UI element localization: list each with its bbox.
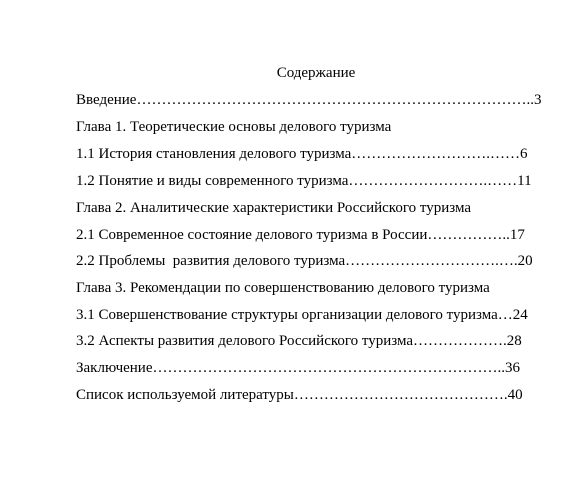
toc-entry-chapter-3: Глава 3. Рекомендации по совершенствованию делового туризма: [76, 280, 490, 296]
toc-entry-bibliography: Список используемой литературы…………………………………….40: [76, 387, 523, 403]
toc-title: Содержание: [276, 65, 356, 81]
toc-entry-introduction: Введение……………………………………………………………………..3: [76, 92, 542, 108]
toc-entry-chapter-2: Глава 2. Аналитические характеристики Российского туризма: [76, 200, 472, 216]
toc-entry-conclusion: Заключение……………………………………………………………..36: [76, 360, 520, 376]
toc-entry-chapter-1: Глава 1. Теоретические основы делового туризма: [76, 119, 392, 135]
toc-entry-2-1: 2.1 Современное состояние делового туризма в России……………..17: [76, 227, 525, 243]
toc-entry-1-2: 1.2 Понятие и виды современного туризма……………………….……11: [76, 173, 532, 189]
toc-entry-3-1: 3.1 Совершенствование структуры организации делового туризма…24: [76, 307, 528, 323]
toc-entry-1-1: 1.1 История становления делового туризма……………………….……6: [76, 146, 528, 162]
toc-entry-2-2: 2.2 Проблемы развития делового туризма………………………….….20: [76, 253, 533, 269]
toc-entry-3-2: 3.2 Аспекты развития делового Российского туризма……………….28: [76, 333, 522, 349]
